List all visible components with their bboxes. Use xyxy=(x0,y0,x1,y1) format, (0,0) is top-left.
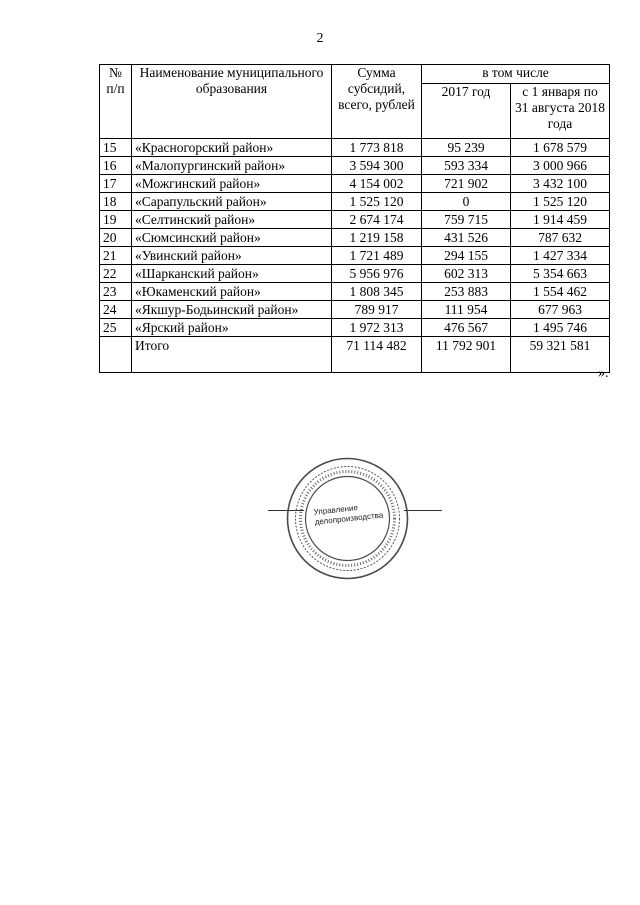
header-2018: с 1 января по 31 августа 2018 года xyxy=(511,84,610,139)
row-num: 24 xyxy=(100,301,132,319)
row-2018: 3 432 100 xyxy=(511,175,610,193)
row-total: 4 154 002 xyxy=(332,175,422,193)
row-2018: 1 525 120 xyxy=(511,193,610,211)
table-row xyxy=(100,247,610,265)
header-total: Сумма субсидий, всего, рублей xyxy=(332,65,422,139)
total-label: Итого xyxy=(132,337,332,373)
row-num: 15 xyxy=(100,139,132,157)
row-name: «Якшур-Бодьинский район» xyxy=(132,301,332,319)
row-2017: 476 567 xyxy=(422,319,511,337)
row-2017: 721 902 xyxy=(422,175,511,193)
row-total: 1 525 120 xyxy=(332,193,422,211)
row-name: «Красногорский район» xyxy=(132,139,332,157)
header-name: Наименование муниципального образования xyxy=(132,65,332,139)
subsidies-table xyxy=(99,64,610,373)
row-name: «Юкаменский район» xyxy=(132,283,332,301)
total-row xyxy=(100,337,610,373)
row-2018: 1 914 459 xyxy=(511,211,610,229)
total-sum: 71 114 482 xyxy=(332,337,422,373)
row-name: «Сарапульский район» xyxy=(132,193,332,211)
row-num: 19 xyxy=(100,211,132,229)
row-num: 20 xyxy=(100,229,132,247)
table-row xyxy=(100,175,610,193)
row-2017: 759 715 xyxy=(422,211,511,229)
row-2018: 1 678 579 xyxy=(511,139,610,157)
row-name: «Сюмсинский район» xyxy=(132,229,332,247)
table-row xyxy=(100,211,610,229)
header-num: № п/п xyxy=(100,65,132,139)
row-2017: 431 526 xyxy=(422,229,511,247)
row-num: 16 xyxy=(100,157,132,175)
row-name: «Ярский район» xyxy=(132,319,332,337)
closing-quote: ». xyxy=(598,366,609,381)
total-row-num xyxy=(100,337,132,373)
table-row xyxy=(100,265,610,283)
row-num: 25 xyxy=(100,319,132,337)
stamp-caption: Управление делопроизводства xyxy=(313,503,384,527)
total-2018: 59 321 581 xyxy=(511,337,610,373)
row-total: 1 721 489 xyxy=(332,247,422,265)
row-name: «Увинский район» xyxy=(132,247,332,265)
table-row xyxy=(100,229,610,247)
table-row xyxy=(100,193,610,211)
row-2018: 1 427 334 xyxy=(511,247,610,265)
row-total: 1 808 345 xyxy=(332,283,422,301)
row-total: 2 674 174 xyxy=(332,211,422,229)
row-2017: 253 883 xyxy=(422,283,511,301)
row-name: «Селтинский район» xyxy=(132,211,332,229)
row-2018: 1 495 746 xyxy=(511,319,610,337)
row-2017: 602 313 xyxy=(422,265,511,283)
table-row xyxy=(100,157,610,175)
row-2018: 1 554 462 xyxy=(511,283,610,301)
row-num: 18 xyxy=(100,193,132,211)
table-row xyxy=(100,301,610,319)
row-num: 23 xyxy=(100,283,132,301)
row-name: «Шарканский район» xyxy=(132,265,332,283)
table-row xyxy=(100,139,610,157)
row-num: 21 xyxy=(100,247,132,265)
row-2017: 111 954 xyxy=(422,301,511,319)
table-row xyxy=(100,283,610,301)
row-2018: 787 632 xyxy=(511,229,610,247)
row-total: 5 956 976 xyxy=(332,265,422,283)
row-2017: 95 239 xyxy=(422,139,511,157)
header-2017: 2017 год xyxy=(422,84,511,139)
row-2017: 294 155 xyxy=(422,247,511,265)
header-group: в том числе xyxy=(422,65,610,84)
row-2018: 5 354 663 xyxy=(511,265,610,283)
row-2017: 0 xyxy=(422,193,511,211)
row-2018: 3 000 966 xyxy=(511,157,610,175)
row-num: 22 xyxy=(100,265,132,283)
row-2018: 677 963 xyxy=(511,301,610,319)
row-total: 1 773 818 xyxy=(332,139,422,157)
row-name: «Малопургинский район» xyxy=(132,157,332,175)
row-2017: 593 334 xyxy=(422,157,511,175)
total-2017: 11 792 901 xyxy=(422,337,511,373)
row-name: «Можгинский район» xyxy=(132,175,332,193)
row-total: 1 972 313 xyxy=(332,319,422,337)
row-total: 789 917 xyxy=(332,301,422,319)
page-number: 2 xyxy=(316,31,324,46)
table-row xyxy=(100,319,610,337)
row-total: 3 594 300 xyxy=(332,157,422,175)
row-total: 1 219 158 xyxy=(332,229,422,247)
row-num: 17 xyxy=(100,175,132,193)
